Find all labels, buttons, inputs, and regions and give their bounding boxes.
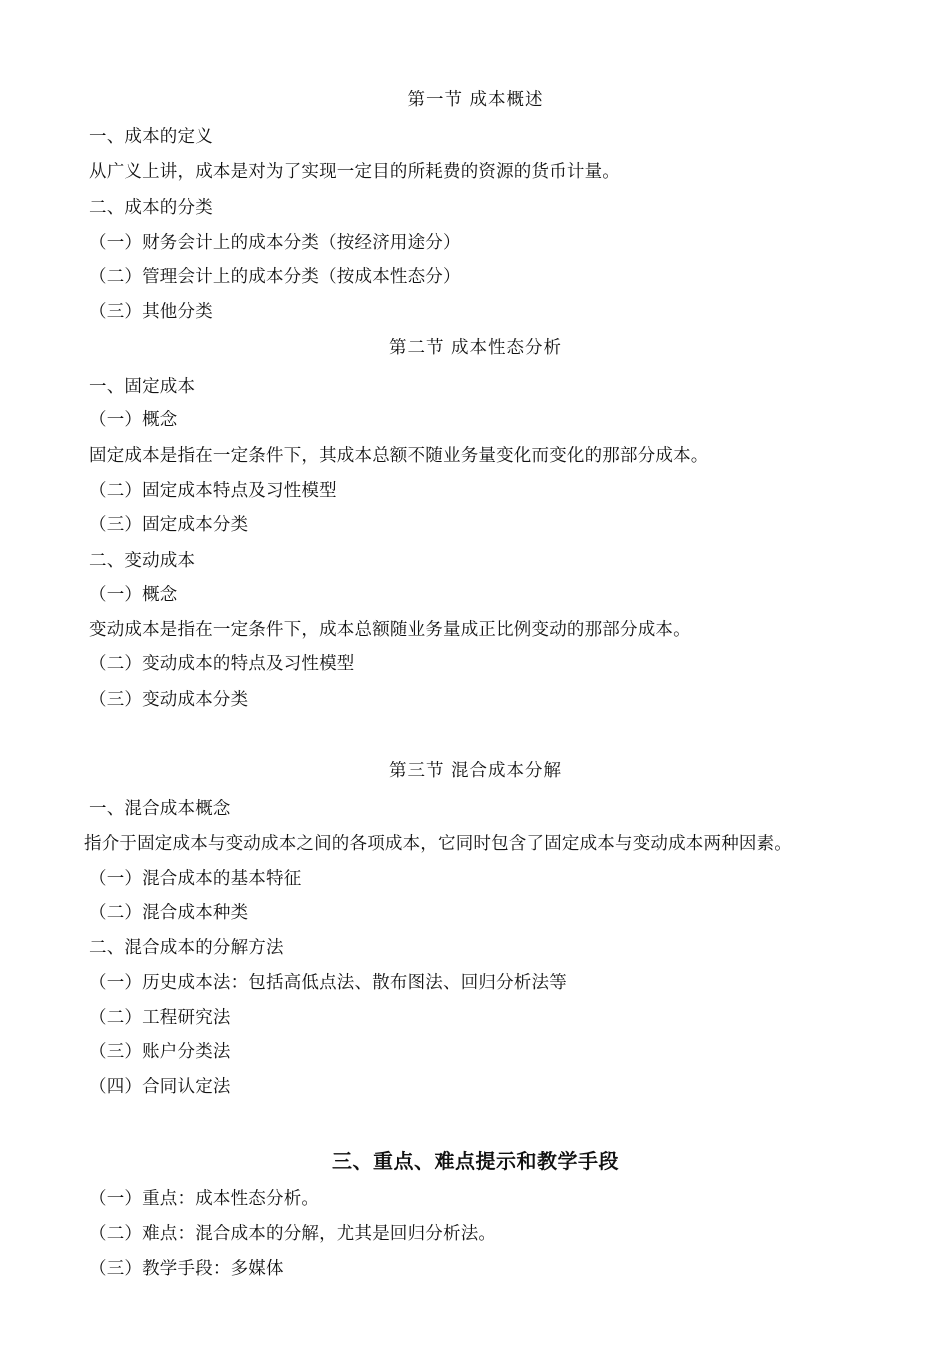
section-2-title: 第二节 成本性态分析 bbox=[388, 338, 563, 358]
section-3-line-6: （一）历史成本法：包括高低点法、散布图法、回归分析法等 bbox=[89, 973, 567, 993]
section-1-line-2: 从广义上讲，成本是对为了实现一定目的所耗费的资源的货币计量。 bbox=[89, 162, 620, 182]
section-1-line-3: 二、成本的分类 bbox=[89, 198, 213, 218]
section-2-line-7: （一）概念 bbox=[89, 585, 178, 605]
section-2-line-5: （三）固定成本分类 bbox=[89, 515, 249, 535]
section-2-line-4: （二）固定成本特点及习性模型 bbox=[89, 481, 337, 501]
section-3-title: 第三节 混合成本分解 bbox=[388, 761, 563, 781]
key-points-line-1: （一）重点：成本性态分析。 bbox=[89, 1189, 320, 1209]
section-1-line-6: （三）其他分类 bbox=[89, 302, 213, 322]
section-2-line-3: 固定成本是指在一定条件下，其成本总额不随业务量变化而变化的那部分成本。 bbox=[89, 446, 709, 466]
section-2-line-10: （三）变动成本分类 bbox=[89, 690, 249, 710]
section-3-line-3: （一）混合成本的基本特征 bbox=[89, 869, 302, 889]
section-3-line-7: （二）工程研究法 bbox=[89, 1008, 231, 1028]
section-3-line-8: （三）账户分类法 bbox=[89, 1042, 231, 1062]
section-2-line-8: 变动成本是指在一定条件下，成本总额随业务量成正比例变动的那部分成本。 bbox=[89, 620, 691, 640]
section-2-line-9: （二）变动成本的特点及习性模型 bbox=[89, 654, 355, 674]
section-3-line-1: 一、混合成本概念 bbox=[89, 799, 231, 819]
section-1-line-5: （二）管理会计上的成本分类（按成本性态分） bbox=[89, 267, 461, 287]
section-1-line-4: （一）财务会计上的成本分类（按经济用途分） bbox=[89, 233, 461, 253]
section-2-line-6: 二、变动成本 bbox=[89, 551, 196, 571]
section-1-title: 第一节 成本概述 bbox=[407, 90, 544, 110]
key-points-heading: 三、重点、难点提示和教学手段 bbox=[332, 1149, 619, 1173]
key-points-line-3: （三）教学手段：多媒体 bbox=[89, 1259, 284, 1279]
section-3-line-2: 指介于固定成本与变动成本之间的各项成本，它同时包含了固定成本与变动成本两种因素。 bbox=[84, 834, 792, 854]
section-3-line-9: （四）合同认定法 bbox=[89, 1077, 231, 1097]
section-1-line-1: 一、成本的定义 bbox=[89, 127, 213, 147]
section-3-line-5: 二、混合成本的分解方法 bbox=[89, 938, 284, 958]
key-points-line-2: （二）难点：混合成本的分解，尤其是回归分析法。 bbox=[89, 1224, 497, 1244]
section-2-line-2: （一）概念 bbox=[89, 410, 178, 430]
section-3-line-4: （二）混合成本种类 bbox=[89, 903, 249, 923]
section-2-line-1: 一、固定成本 bbox=[89, 377, 196, 397]
